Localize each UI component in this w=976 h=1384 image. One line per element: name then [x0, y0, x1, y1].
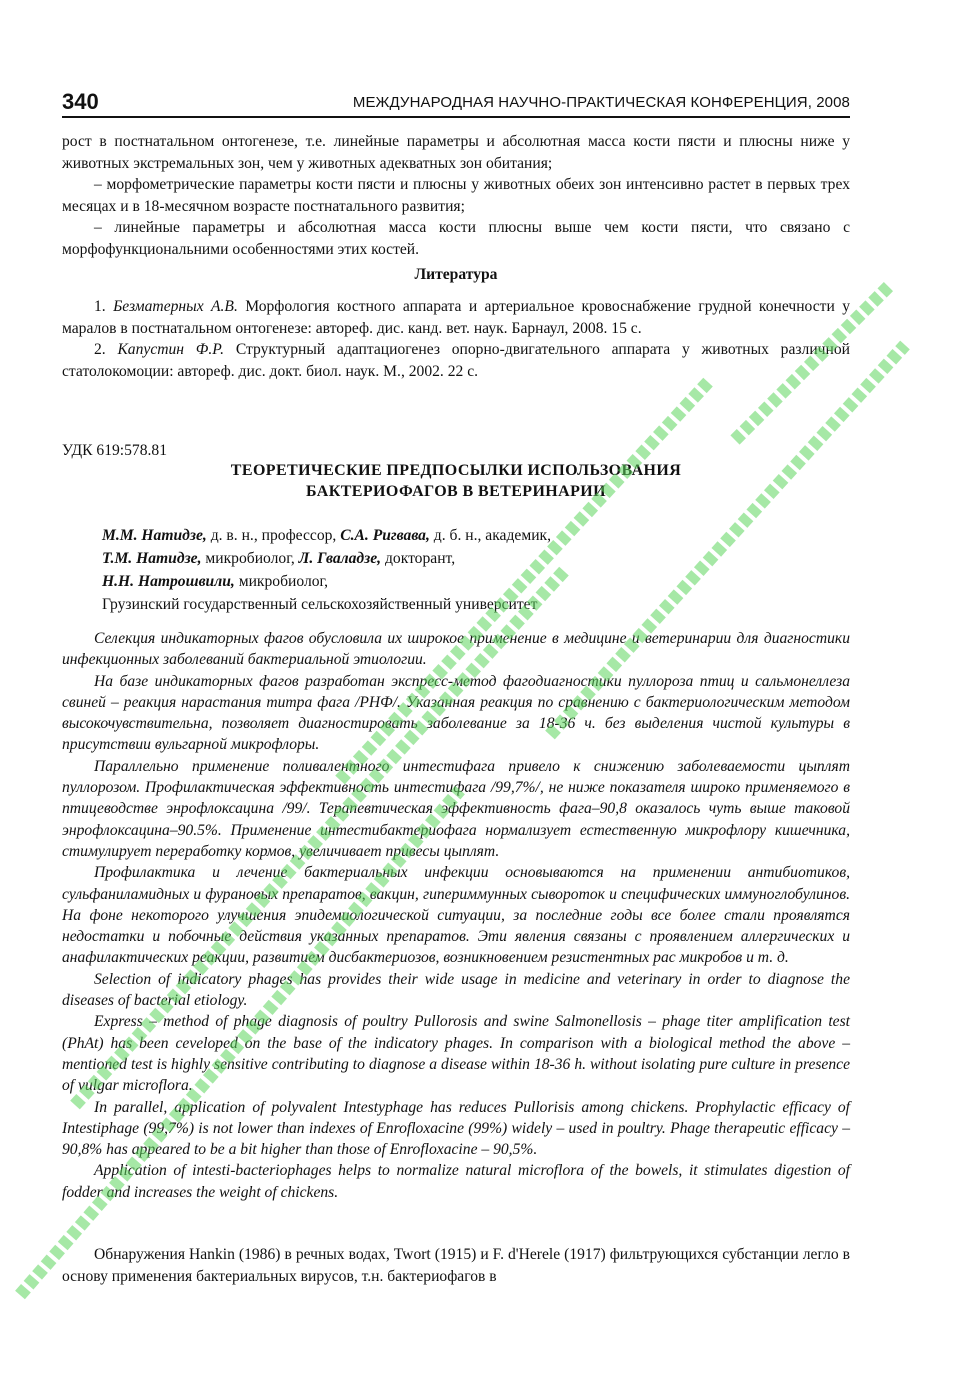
reference-author: Капустин Ф.Р. — [117, 341, 225, 359]
page-header — [62, 90, 850, 118]
literature-heading: Литература — [414, 266, 498, 283]
author-role: микробиолог, — [234, 573, 329, 590]
title-line: ТЕОРЕТИЧЕСКИЕ ПРЕДПОСЫЛКИ ИСПОЛЬЗОВАНИЯ — [230, 462, 682, 479]
author-line — [102, 547, 551, 570]
abstract-paragraph: Application of intesti-bacteriophages helps to normalize natural microflora of the bowels, it stimulates digestion of fodder and increases the weight of chickens. — [62, 1162, 850, 1201]
reference-number: 1. — [94, 298, 106, 315]
running-title: МЕЖДУНАРОДНАЯ НАУЧНО-ПРАКТИЧЕСКАЯ КОНФЕРЕНЦИЯ, 2008 — [352, 94, 850, 111]
reference-number: 2. — [94, 341, 106, 359]
abstract-paragraph: Express – method of phage diagnosis of poultry Pullorosis and swine Salmonellosis – phage titer amplification test (PhAt) has been ceveloped on the base of the indicatory phages. In comparison with a biological method the above – mentioned test is highly sensitive contributing to diagnose a disease within 18-36 h. without isolating pure culture in presence of vulgar microflora. — [62, 1013, 850, 1095]
author-role: д. б. н., академик, — [429, 527, 552, 544]
reference-author: Безматерных А.В. — [113, 298, 238, 315]
abstract-paragraph: Селекция индикаторных фагов обусловила их широкое применение в медицине и ветеринарии для диагностики инфекционных заболеваний бактериальной этиологии. — [62, 630, 850, 669]
abstract-paragraph: Selection of indicatory phages has provides their wide usage in medicine and veterinary in order to diagnose the diseases of bacterial etiology. — [62, 970, 850, 1010]
author-name: С.А. Ригвава, — [340, 527, 430, 544]
abstract-paragraph: Параллельно применение поливалентного интестифага привело к снижению заболеваемости цыплят пуллорозом. Профилактическая эффективность интестифага /99,7%/, не ниже показателя широко применяемого в птицеводстве энрофлоксацина /99/. Терапевтическая эффективность фага–90,8 оказалось чуть выше таковой энрофлоксацина–90.5%. Применение интестибактериофага нормализует естественную микрофлору кишечника, стимулирует переработку кормов, увеличивает привесы цыплят. — [62, 757, 850, 860]
author-name: Л. Гваладзе, — [298, 550, 382, 567]
udk-code: УДК 619:578.81 — [62, 442, 168, 459]
reference-list — [62, 296, 850, 382]
body-section — [62, 1244, 850, 1287]
reference-text: Структурный адаптациогенез опорно-двигательного аппарата у животных различной статолокомоции: автореф. дис. докт. биол. наук. М., 2002. 22 с. — [62, 341, 850, 380]
author-name: Н.Н. Натрошвили, — [102, 573, 235, 590]
intro-paragraph: – морфометрические параметры кости пясти и плюсны у животных обеих зон интенсивно растет в первых трех месяцах и в 18-месячном возрасте постнатального развития; — [62, 176, 850, 215]
abstract-paragraph: На базе индикаторных фагов разработан экспресс-метод фагодиагностики пуллороза птиц и сальмонеллеза свиней – реакция нарастания титра фага /РНФ/. Указанная реакция по сравнению с бактериологическим методом высокочувствительна, позволяет диагностировать заболевание за 18-36 ч. без выделения чистой культуры в присутствии вульгарной микрофлоры. — [62, 672, 850, 754]
reference-text: Морфология костного аппарата и артериальное кровоснабжение грудной конечности у маралов в постнатальном онтогенезе: автореф. дис. канд. вет. наук. Барнаул, 2008. 15 с. — [62, 298, 850, 337]
body-paragraph: Обнаружения Hankin (1986) в речных водах, Twort (1915) и F. d'Herele (1917) фильтрующихся субстанции легло в основу применения бактериальных вирусов, т.н. бактериофагов в — [62, 1246, 850, 1285]
affiliation: Грузинский государственный сельскохозяйственный университет — [102, 596, 538, 613]
reference-item — [62, 296, 850, 339]
intro-paragraph: – линейные параметры и абсолютная масса кости плюсны выше чем кости пясти, что связано с морфофункциональними особенностями этих костей. — [62, 219, 850, 258]
author-line — [102, 570, 551, 593]
title-line: БАКТЕРИОФАГОВ В ВЕТЕРИНАРИИ — [306, 483, 606, 500]
author-name: М.М. Натидзе, — [102, 527, 207, 544]
abstract-paragraph: In parallel, application of polyvalent Intestyphage has reduces Pullorisis among chickens. Prophylactic efficacy of Intestiphage (99,7%) is not lower than indexes of Enrofloxacine (99%) widely – used in poultry. Phage therapeutic efficacy – 90,8% has appeared to be a bit higher than those of Enrofloxacine – 90,5%. — [62, 1098, 850, 1159]
author-block — [102, 524, 551, 616]
author-role: микробиолог, — [201, 550, 299, 567]
author-name: Т.М. Натидзе, — [102, 550, 202, 567]
intro-section — [62, 131, 850, 261]
reference-item — [62, 339, 850, 382]
author-role: докторант, — [381, 550, 456, 567]
author-role: д. в. н., профессор, — [206, 527, 341, 544]
intro-paragraph: рост в постнатальном онтогенезе, т.е. линейные параметры и абсолютная масса кости пясти и плюсны ниже у животных экстремальных зон, чем у животных адекватных зон обитания; — [62, 133, 850, 172]
article-title — [62, 460, 850, 502]
author-line — [102, 524, 551, 547]
page-number: 340 — [62, 89, 99, 114]
abstract-paragraph: Профилактика и лечение бактериальных инфекции основываются на применении антибиотиков, сульфаниламидных и фурановых препаратов, вакцин, гипериммунных сывороток и специфических иммуноглобулинов. На фоне некоторого улучшения эпидемиологической ситуации, за последние годы все более стали проявлятся недостатки и побочные действия указанных препаратов. Эти явления связаны с проявлением аллергических и анафилактических реакции, развитием дисбактериозов, возникновением резистентных рас микробов и т. д. — [62, 864, 850, 967]
abstract — [62, 628, 850, 1203]
